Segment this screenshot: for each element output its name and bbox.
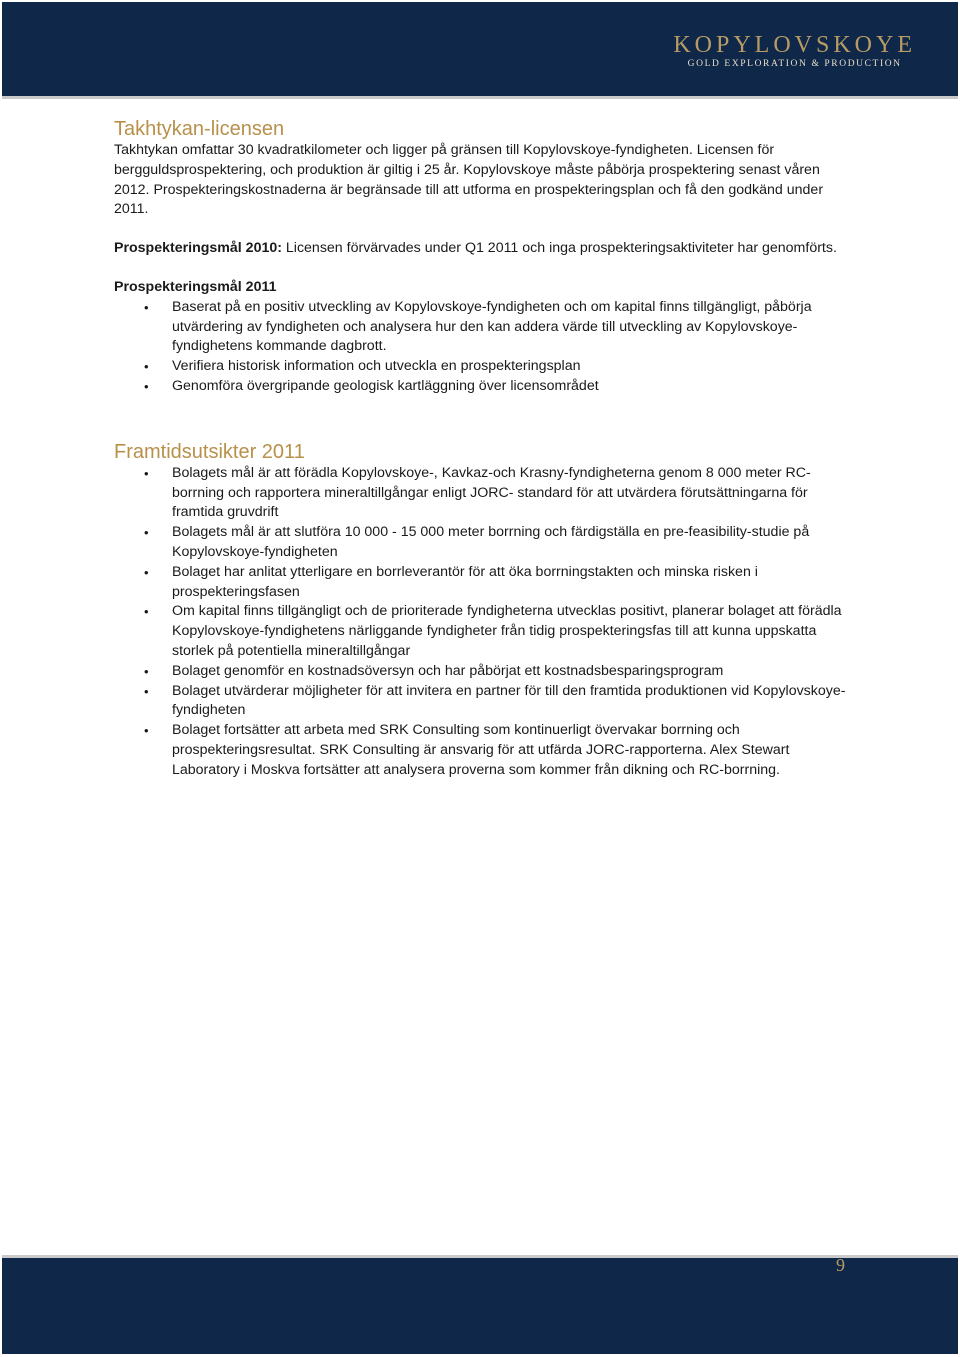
list-item: • Bolagets mål är att förädla Kopylovskoye-, Kavkaz-och Krasny-fyndigheterna genom 8 000 meter RC-borrning och rapportera mineraltillgångar enligt JORC- standard för att utvärdera förutsättningarna för framtida gruvdrift (144, 464, 811, 521)
list-item: • Om kapital finns tillgängligt och de prioriterade fyndigheterna utvecklas positivt, planerar bolaget att förädla Kopylovskoye-fyndighetens närliggande fyndigheter från tidig prospekteringsfas till att kunna uppskatta storlek på potentiella mineraltillgångar (144, 603, 842, 659)
page-number: 9 (836, 1255, 845, 1275)
list-item: • Bolagets mål är att slutföra 10 000 - 15 000 meter borrning och färdigställa en pre-feasibility-studie på Kopylovskoye-fyndigheten (144, 524, 810, 560)
takhtykan-paragraph: Takhtykan omfattar 30 kvadratkilometer och ligger på gränsen till Kopylovskoye-fyndigheten. Licensen för bergguldsprospektering, och produktion är giltig i 25 år. Kopylovskoye måste påbörja prospektering senast våren 2012. Prospekteringskostnaderna är begränsade till att utforma en prospekteringsplan och få den godkänd under 2011. (114, 142, 824, 218)
list-item: • Bolaget genomför en kostnadsöversyn och har påbörjat ett kostnadsbesparingsprogram (114, 662, 854, 682)
page-content (114, 117, 854, 781)
list-item: • Bolaget fortsätter att arbeta med SRK Consulting som kontinuerligt övervakar borrning och prospekteringsresultat. SRK Consulting är ansvarig för att utfärda JORC-rapporterna. Alex Stewart Laboratory i Moskva fortsätter att analysera proverna som kommer från dikning och RC-borrning. (144, 722, 790, 778)
bullet-icon: • (144, 359, 149, 375)
goal-2011-heading: Prospekteringsmål 2011 (114, 278, 277, 295)
list-item: • Verifiera historisk information och utveckla en prospekteringsplan (114, 357, 854, 377)
footer-bar (2, 1258, 958, 1354)
goal-2010-label: Prospekteringsmål 2010: (114, 240, 282, 257)
company-logo (673, 32, 916, 69)
list-item: • Bolaget utvärderar möjligheter för att invitera en partner för till den framtida produktionen vid Kopylovskoye-fyndigheten (144, 682, 846, 719)
logo-tagline: GOLD EXPLORATION & PRODUCTION (687, 59, 902, 69)
list-item: • Bolaget har anlitat ytterligare en borrleverantör för att öka borrningstakten och minska risken i prospekteringsfasen (144, 563, 758, 600)
bullet-icon: • (144, 299, 149, 315)
header-divider (2, 96, 958, 99)
list-item: • Genomföra övergripande geologisk kartläggning över licensområdet (114, 377, 854, 397)
section-title-takhtykan: Takhtykan-licensen (114, 118, 285, 140)
bullet-icon: • (144, 604, 149, 620)
list-item: • Baserat på en positiv utveckling av Kopylovskoye-fyndigheten och om kapital finns tillgängligt, påbörja utvärdering av fyndigheten och analysera hur den kan addera värde till utveckling av Kopylovskoye-fyndighetens kommande dagbrott. (144, 298, 812, 355)
bullet-icon: • (144, 378, 149, 394)
section-title-framtidsutsikter: Framtidsutsikter 2011 (114, 440, 305, 463)
bullet-icon: • (144, 465, 149, 481)
logo-name: KOPYLOVSKOYE (673, 32, 916, 58)
outlook-list (114, 464, 854, 781)
bullet-icon: • (144, 564, 149, 580)
bullet-icon: • (144, 525, 149, 541)
bullet-icon: • (144, 723, 149, 739)
goal-2011-list (114, 298, 854, 397)
bullet-icon: • (144, 663, 149, 679)
goal-2010-paragraph (114, 239, 854, 259)
bullet-icon: • (144, 683, 149, 699)
goal-2010-text: Licensen förvärvades under Q1 2011 och inga prospekteringsaktiviteter har genomförts. (281, 240, 837, 257)
